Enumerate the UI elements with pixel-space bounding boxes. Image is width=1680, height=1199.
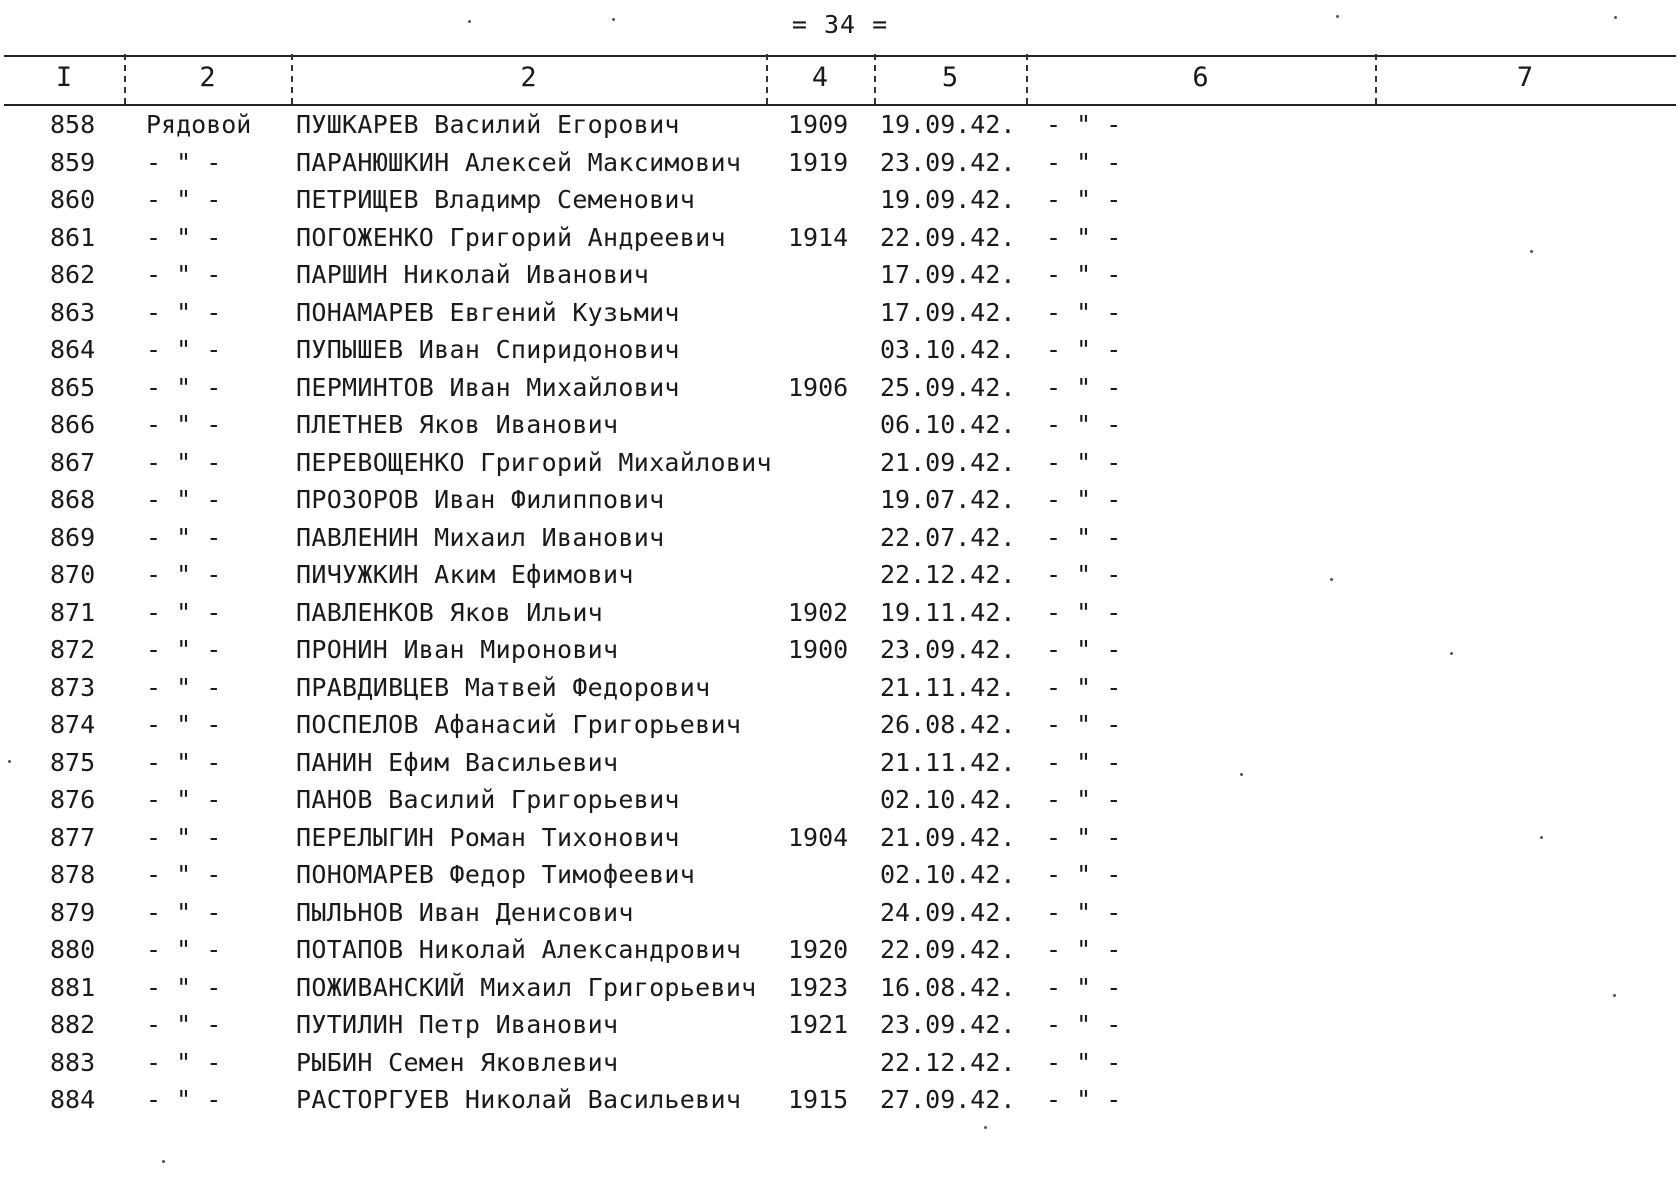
table-row xyxy=(0,856,1680,894)
row-number: 862 xyxy=(50,260,96,289)
birth-year-cell: 1900 xyxy=(788,635,849,664)
ditto-cell: - " - xyxy=(1046,972,1122,1002)
table-top-rule xyxy=(4,55,1676,57)
name-cell: ПЕРМИНТОВ Иван Михайлович xyxy=(296,372,680,402)
birth-year-cell: 1919 xyxy=(788,147,849,177)
ditto-cell: - " - xyxy=(1046,672,1122,702)
rank-cell: - " - xyxy=(146,1085,222,1114)
rank-cell: - " - xyxy=(146,785,222,814)
table-row xyxy=(0,631,1680,669)
rank-cell: - " - xyxy=(146,560,222,589)
column-header-7: 7 xyxy=(1516,62,1534,93)
ditto-cell: - " - xyxy=(1046,335,1122,364)
name-cell: ПОТАПОВ Николай Александрович xyxy=(296,935,742,964)
ditto-cell: - " - xyxy=(1046,222,1122,252)
name-cell: ПАВЛЕНИН Михаил Иванович xyxy=(296,522,665,552)
table-row xyxy=(0,444,1680,482)
date-cell: 23.09.42. xyxy=(880,1010,1016,1039)
name-cell: ПРОНИН Иван Миронович xyxy=(296,635,619,664)
row-number: 878 xyxy=(50,860,96,889)
ditto-cell: - " - xyxy=(1046,560,1122,589)
ditto-cell: - " - xyxy=(1046,185,1122,214)
rank-cell: - " - xyxy=(146,222,222,252)
name-cell: ПАВЛЕНКОВ Яков Ильич xyxy=(296,597,604,627)
date-cell: 19.11.42. xyxy=(880,597,1016,627)
row-number: 860 xyxy=(50,185,96,214)
birth-year-cell: 1920 xyxy=(788,935,849,964)
name-cell: ПУТИЛИН Петр Иванович xyxy=(296,1010,619,1039)
name-cell: ПИЧУЖКИН Аким Ефимович xyxy=(296,560,634,589)
table-row xyxy=(0,406,1680,444)
birth-year-cell: 1923 xyxy=(788,972,849,1002)
name-cell: ПОЖИВАНСКИЙ Михаил Григорьевич xyxy=(296,972,757,1002)
date-cell: 02.10.42. xyxy=(880,860,1016,889)
table-row xyxy=(0,181,1680,219)
row-number: 882 xyxy=(50,1010,96,1039)
birth-year-cell: 1906 xyxy=(788,372,849,402)
table-row xyxy=(0,931,1680,969)
name-cell: ПЕРЕЛЫГИН Роман Тихонович xyxy=(296,822,680,852)
row-number: 870 xyxy=(50,560,96,589)
ditto-cell: - " - xyxy=(1046,372,1122,402)
date-cell: 21.11.42. xyxy=(880,672,1016,702)
table-row xyxy=(0,1006,1680,1044)
name-cell: ПОНАМАРЕВ Евгений Кузьмич xyxy=(296,297,680,327)
row-number: 875 xyxy=(50,747,96,777)
birth-year-cell: 1904 xyxy=(788,822,849,852)
date-cell: 06.10.42. xyxy=(880,410,1016,439)
ditto-cell: - " - xyxy=(1046,297,1122,327)
rank-cell: - " - xyxy=(146,447,222,477)
table-row xyxy=(0,256,1680,294)
scan-speck xyxy=(1614,16,1617,19)
name-cell: ПРОЗОРОВ Иван Филиппович xyxy=(296,485,665,514)
name-cell: ПЕРЕВОЩЕНКО Григорий Михайлович xyxy=(296,447,772,477)
row-number: 863 xyxy=(50,297,96,327)
ditto-cell: - " - xyxy=(1046,635,1122,664)
ditto-cell: - " - xyxy=(1046,147,1122,177)
rank-cell: - " - xyxy=(146,185,222,214)
date-cell: 19.09.42. xyxy=(880,185,1016,214)
rank-cell: - " - xyxy=(146,747,222,777)
ditto-cell: - " - xyxy=(1046,822,1122,852)
ditto-cell: - " - xyxy=(1046,447,1122,477)
rank-cell: Рядовой xyxy=(146,110,252,139)
scan-speck xyxy=(162,1160,165,1163)
table-row xyxy=(0,219,1680,257)
table-row xyxy=(0,744,1680,782)
name-cell: ПУШКАРЕВ Василий Егорович xyxy=(296,110,680,139)
rank-cell: - " - xyxy=(146,972,222,1002)
table-row xyxy=(0,781,1680,819)
ditto-cell: - " - xyxy=(1046,485,1122,514)
row-number: 880 xyxy=(50,935,96,964)
scan-speck xyxy=(1530,250,1533,253)
table-row xyxy=(0,556,1680,594)
scan-speck xyxy=(1336,15,1339,18)
date-cell: 22.07.42. xyxy=(880,522,1016,552)
name-cell: ПОСПЕЛОВ Афанасий Григорьевич xyxy=(296,710,742,739)
name-cell: ПОНОМАРЕВ Федор Тимофеевич xyxy=(296,860,696,889)
rank-cell: - " - xyxy=(146,822,222,852)
rank-cell: - " - xyxy=(146,860,222,889)
table-row xyxy=(0,1044,1680,1082)
name-cell: РЫБИН Семен Яковлевич xyxy=(296,1047,619,1077)
table-row xyxy=(0,144,1680,182)
row-number: 874 xyxy=(50,710,96,739)
date-cell: 17.09.42. xyxy=(880,260,1016,289)
scan-speck xyxy=(1613,994,1616,997)
rank-cell: - " - xyxy=(146,335,222,364)
row-number: 879 xyxy=(50,897,96,927)
row-number: 871 xyxy=(50,597,96,627)
rank-cell: - " - xyxy=(146,672,222,702)
rank-cell: - " - xyxy=(146,635,222,664)
rank-cell: - " - xyxy=(146,485,222,514)
date-cell: 23.09.42. xyxy=(880,147,1016,177)
table-row xyxy=(0,819,1680,857)
rank-cell: - " - xyxy=(146,710,222,739)
date-cell: 22.12.42. xyxy=(880,1047,1016,1077)
table-row xyxy=(0,294,1680,332)
rank-cell: - " - xyxy=(146,297,222,327)
ditto-cell: - " - xyxy=(1046,522,1122,552)
table-row xyxy=(0,894,1680,932)
ditto-cell: - " - xyxy=(1046,410,1122,439)
ditto-cell: - " - xyxy=(1046,1085,1122,1114)
name-cell: ПЕТРИЩЕВ Владимр Семенович xyxy=(296,185,696,214)
row-number: 864 xyxy=(50,335,96,364)
scan-speck xyxy=(8,760,11,763)
date-cell: 25.09.42. xyxy=(880,372,1016,402)
table-row xyxy=(0,331,1680,369)
date-cell: 23.09.42. xyxy=(880,635,1016,664)
scan-speck xyxy=(1450,652,1453,655)
date-cell: 24.09.42. xyxy=(880,897,1016,927)
ditto-cell: - " - xyxy=(1046,597,1122,627)
rank-cell: - " - xyxy=(146,1047,222,1077)
scan-speck xyxy=(468,20,471,23)
birth-year-cell: 1909 xyxy=(788,110,849,139)
scan-speck xyxy=(1330,578,1333,581)
row-number: 868 xyxy=(50,485,96,514)
scan-speck xyxy=(1540,836,1543,839)
name-cell: ПАНОВ Василий Григорьевич xyxy=(296,785,680,814)
ditto-cell: - " - xyxy=(1046,710,1122,739)
birth-year-cell: 1921 xyxy=(788,1010,849,1039)
date-cell: 19.09.42. xyxy=(880,110,1016,139)
rank-cell: - " - xyxy=(146,260,222,289)
row-number: 869 xyxy=(50,522,96,552)
row-number: 873 xyxy=(50,672,96,702)
date-cell: 16.08.42. xyxy=(880,972,1016,1002)
row-number: 883 xyxy=(50,1047,96,1077)
row-number: 872 xyxy=(50,635,96,664)
column-header-5: 5 xyxy=(941,62,959,93)
ditto-cell: - " - xyxy=(1046,785,1122,814)
date-cell: 19.07.42. xyxy=(880,485,1016,514)
column-header-6: 6 xyxy=(1192,62,1209,93)
column-header-2: 2 xyxy=(199,62,216,93)
row-number: 866 xyxy=(50,410,96,439)
ditto-cell: - " - xyxy=(1046,935,1122,964)
date-cell: 03.10.42. xyxy=(880,335,1016,364)
table-body xyxy=(0,106,1680,1119)
row-number: 865 xyxy=(50,372,96,402)
row-number: 884 xyxy=(50,1085,96,1114)
birth-year-cell: 1915 xyxy=(788,1085,849,1114)
name-cell: РАСТОРГУЕВ Николай Васильевич xyxy=(296,1085,742,1114)
date-cell: 17.09.42. xyxy=(880,297,1016,327)
table-row xyxy=(0,106,1680,144)
page-number: = 34 = xyxy=(791,10,889,39)
date-cell: 21.09.42. xyxy=(880,447,1016,477)
date-cell: 21.09.42. xyxy=(880,822,1016,852)
column-header-4: 4 xyxy=(811,62,829,93)
date-cell: 22.12.42. xyxy=(880,560,1016,589)
name-cell: ПЫЛЬНОВ Иван Денисович xyxy=(296,897,634,927)
table-row xyxy=(0,481,1680,519)
ditto-cell: - " - xyxy=(1046,747,1122,777)
date-cell: 22.09.42. xyxy=(880,935,1016,964)
name-cell: ПАРШИН Николай Иванович xyxy=(296,260,650,289)
rank-cell: - " - xyxy=(146,935,222,964)
name-cell: ПУПЫШЕВ Иван Спиридонович xyxy=(296,335,680,364)
table-row xyxy=(0,369,1680,407)
row-number: 881 xyxy=(50,972,96,1002)
ditto-cell: - " - xyxy=(1046,860,1122,889)
row-number: 867 xyxy=(50,447,96,477)
row-number: 859 xyxy=(50,147,96,177)
rank-cell: - " - xyxy=(146,410,222,439)
ditto-cell: - " - xyxy=(1046,897,1122,927)
date-cell: 02.10.42. xyxy=(880,785,1016,814)
name-cell: ПРАВДИВЦЕВ Матвей Федорович xyxy=(296,672,711,702)
rank-cell: - " - xyxy=(146,372,222,402)
table-row xyxy=(0,519,1680,557)
rank-cell: - " - xyxy=(146,522,222,552)
table-row xyxy=(0,1081,1680,1119)
row-number: 877 xyxy=(50,822,96,852)
ditto-cell: - " - xyxy=(1046,260,1122,289)
date-cell: 26.08.42. xyxy=(880,710,1016,739)
column-header-3: 2 xyxy=(520,62,537,93)
rank-cell: - " - xyxy=(146,897,222,927)
birth-year-cell: 1902 xyxy=(788,597,849,627)
ditto-cell: - " - xyxy=(1046,1047,1122,1077)
table-row xyxy=(0,594,1680,632)
date-cell: 27.09.42. xyxy=(880,1085,1016,1114)
name-cell: ПАНИН Ефим Васильевич xyxy=(296,747,619,777)
scan-speck xyxy=(612,18,615,21)
table-row xyxy=(0,706,1680,744)
name-cell: ПЛЕТНЕВ Яков Иванович xyxy=(296,410,619,439)
row-number: 876 xyxy=(50,785,96,814)
ditto-cell: - " - xyxy=(1046,110,1122,139)
birth-year-cell: 1914 xyxy=(788,222,849,252)
row-number: 861 xyxy=(50,222,96,252)
table-row xyxy=(0,669,1680,707)
name-cell: ПАРАНЮШКИН Алексей Максимович xyxy=(296,147,742,177)
scan-speck xyxy=(1240,773,1243,776)
row-number: 858 xyxy=(50,110,96,139)
scan-speck xyxy=(984,1126,987,1129)
date-cell: 22.09.42. xyxy=(880,222,1016,252)
column-header-1: I xyxy=(55,62,73,93)
rank-cell: - " - xyxy=(146,147,222,177)
ditto-cell: - " - xyxy=(1046,1010,1122,1039)
rank-cell: - " - xyxy=(146,597,222,627)
rank-cell: - " - xyxy=(146,1010,222,1039)
name-cell: ПОГОЖЕНКО Григорий Андреевич xyxy=(296,222,726,252)
table-row xyxy=(0,969,1680,1007)
date-cell: 21.11.42. xyxy=(880,747,1016,777)
